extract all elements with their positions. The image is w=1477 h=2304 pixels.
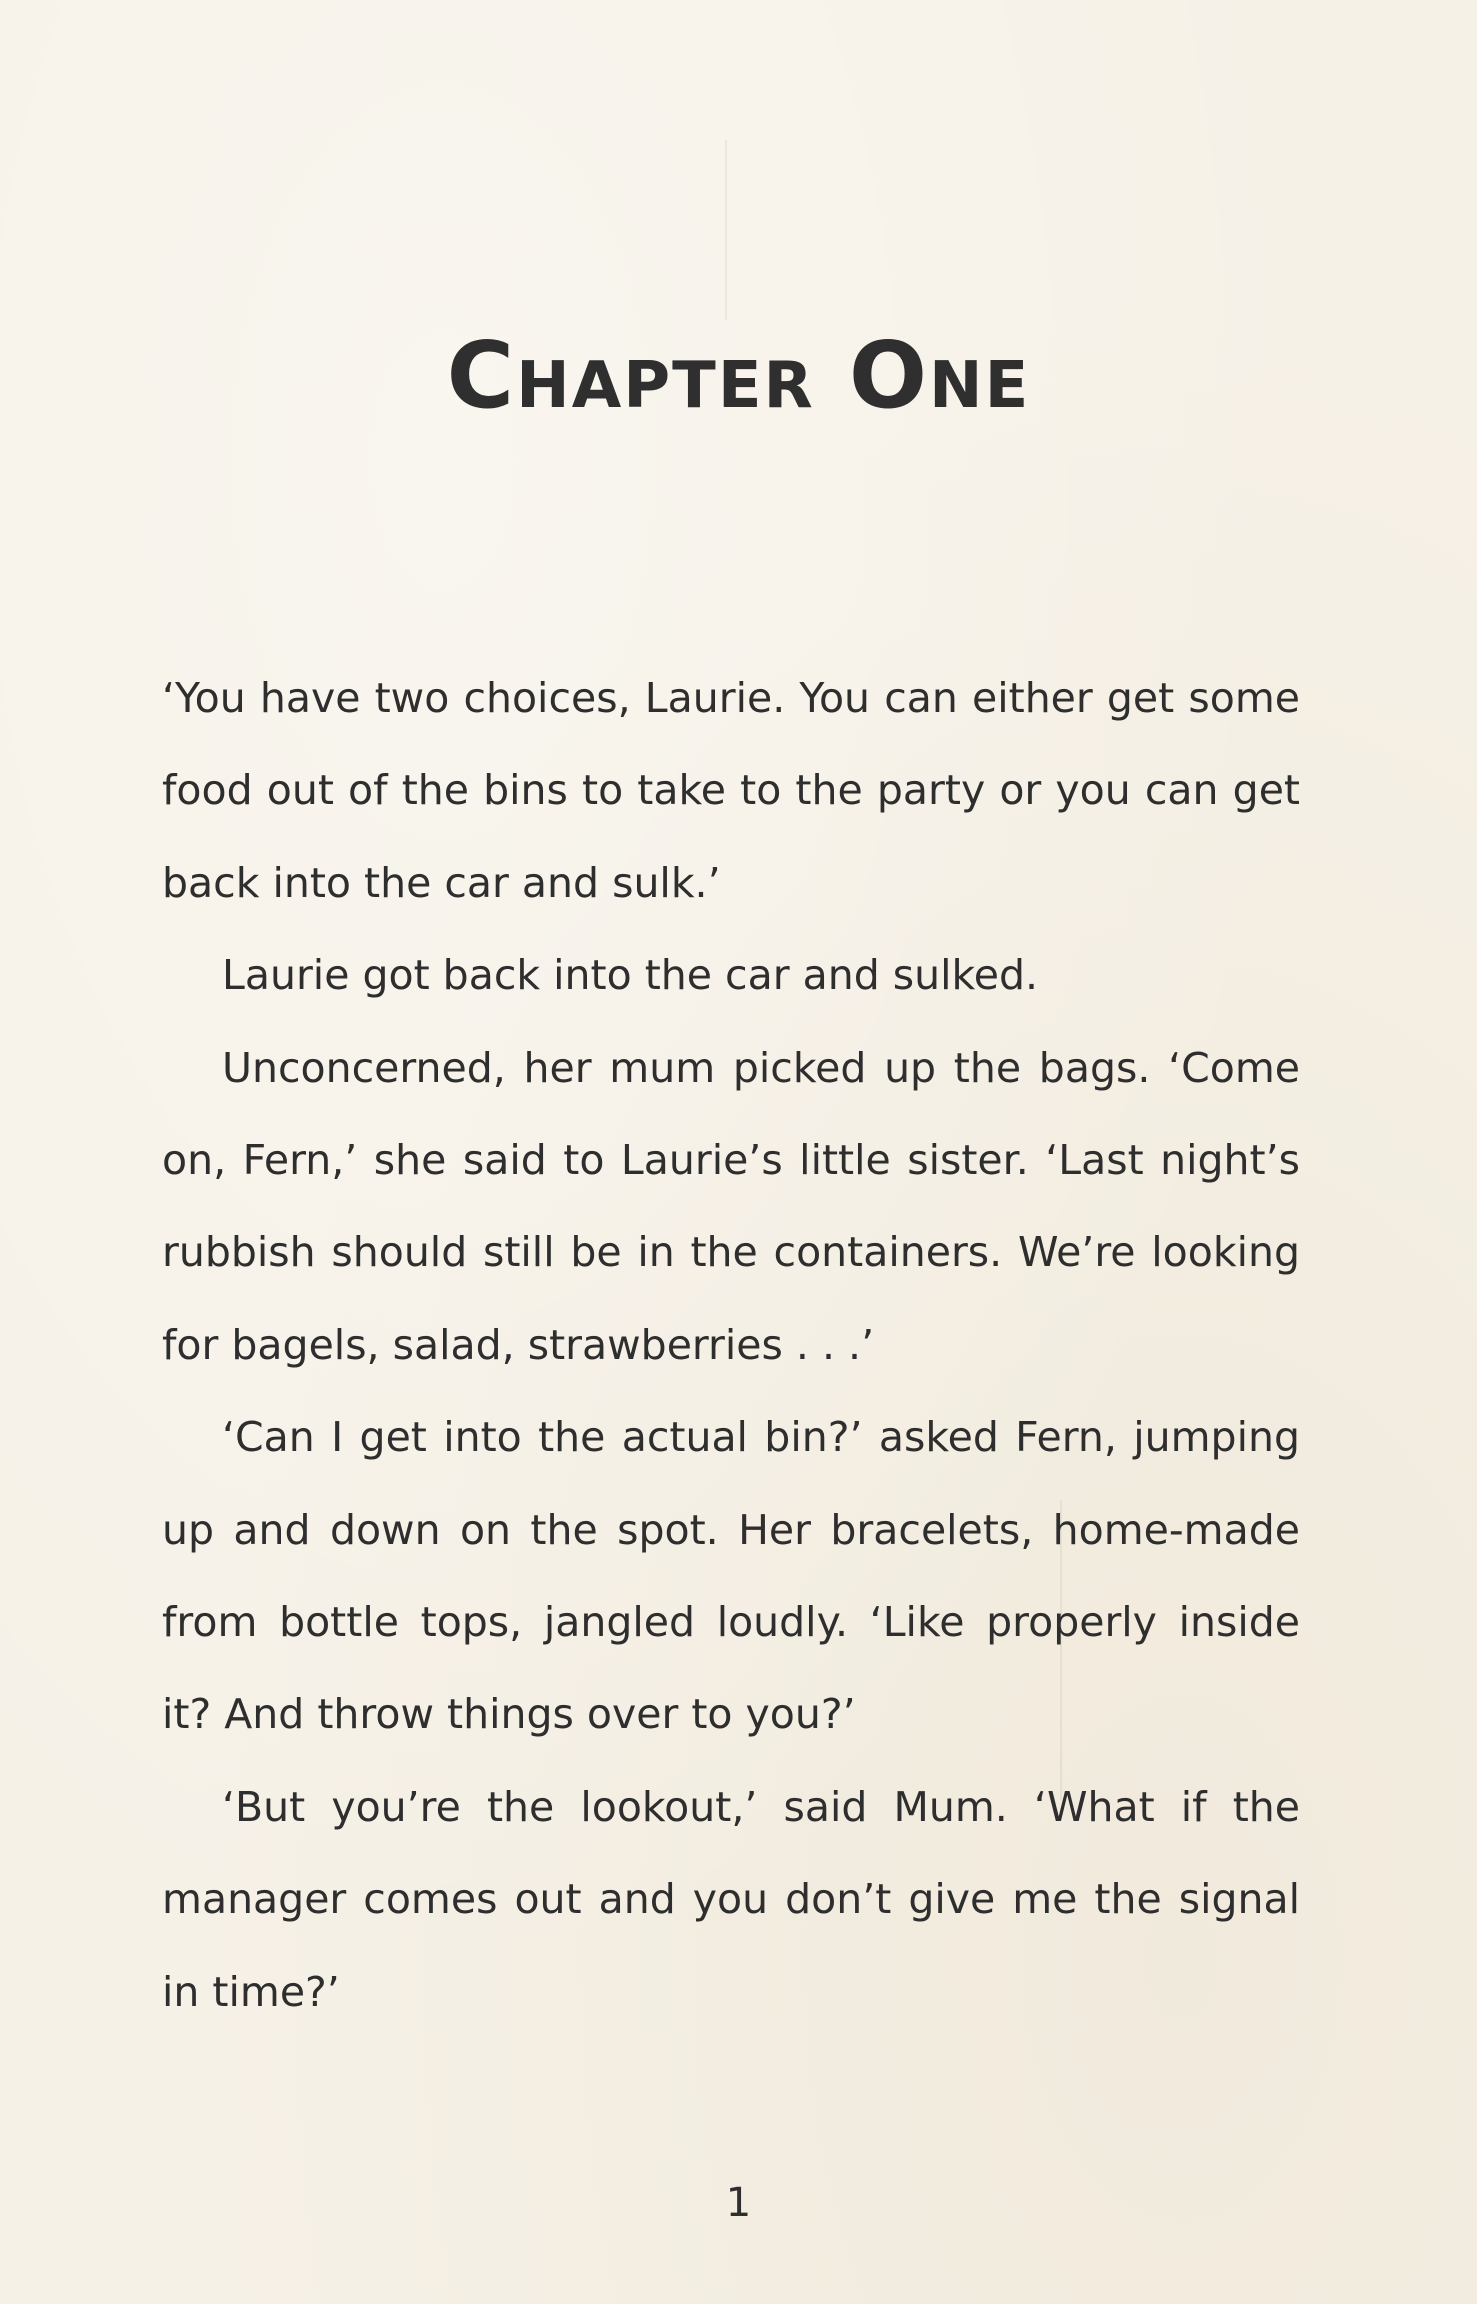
paragraph: Laurie got back into the car and sulked. [222,951,1039,1000]
paragraph: Unconcerned, her mum picked up the bags. ‘Come on, Fern,’ she said to Laurie’s little sister. ‘Last night’s rubbish should still be in the containers. We’re looking for bagels, salad, strawberries . . .’ [162,1043,1300,1369]
paragraph: ‘But you’re the lookout,’ said Mum. ‘What if the manager comes out and you don’t give me the signal in time?’ [162,1782,1300,2016]
paragraph: ‘You have two choices, Laurie. You can either get some food out of the bins to take to the party or you can get back into the car and sulk.’ [162,674,1300,907]
chapter-title: Chapter One [446,322,1031,429]
paper-crease [725,140,727,320]
paragraph: ‘Can I get into the actual bin?’ asked Fern, jumping up and down on the spot. Her bracelets, home-made from bottle tops, jangled loudly. ‘Like properly inside it? And throw things over to you?’ [162,1413,1300,1739]
chapter-body [162,652,1300,2038]
page-number: 1 [725,2180,752,2226]
